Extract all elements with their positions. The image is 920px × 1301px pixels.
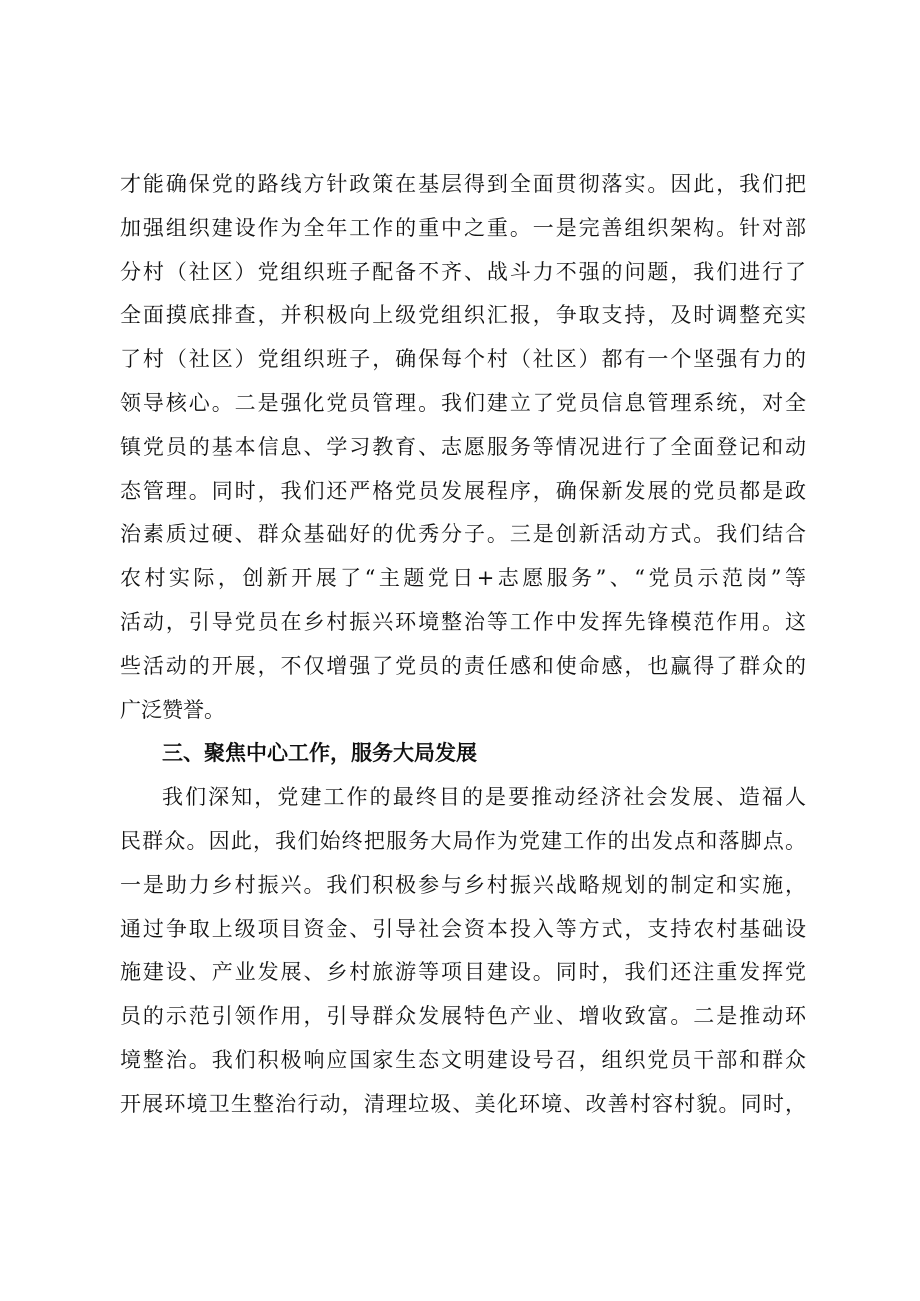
paragraph-line: 员的示范引领作用，引导群众发展特色产业、增收致富。二是推动环 [120, 1004, 806, 1029]
paragraph-line: 境整治。我们积极响应国家生态文明建设号召，组织党员干部和群众 [120, 1047, 806, 1072]
paragraph-line: 全面摸底排查，并积极向上级党组织汇报，争取支持，及时调整充实 [120, 303, 806, 328]
paragraph-line: 态管理。同时，我们还严格党员发展程序，确保新发展的党员都是政 [120, 478, 806, 503]
paragraph-line: 民群众。因此，我们始终把服务大局作为党建工作的出发点和落脚点。 [120, 828, 806, 853]
paragraph-line: 开展环境卫生整治行动，清理垃圾、美化环境、改善村容村貌。同时， [120, 1091, 806, 1116]
section-heading: 三、聚焦中心工作，服务大局发展 [162, 741, 477, 766]
paragraph-line: 些活动的开展，不仅增强了党员的责任感和使命感，也赢得了群众的 [120, 653, 806, 678]
paragraph-line: 才能确保党的路线方针政策在基层得到全面贯彻落实。因此，我们把 [120, 172, 806, 196]
paragraph-line: 通过争取上级项目资金、引导社会资本投入等方式，支持农村基础设 [120, 916, 806, 941]
paragraph-line: 加强组织建设作为全年工作的重中之重。一是完善组织架构。针对部 [120, 215, 806, 240]
document-body [120, 163, 806, 1127]
paragraph-line: 领导核心。二是强化党员管理。我们建立了党员信息管理系统，对全 [120, 390, 806, 415]
paragraph-serve-overall-development [120, 776, 806, 1126]
paragraph-line: 广泛赞誉。 [120, 697, 225, 722]
paragraph-line: 治素质过硬、群众基础好的优秀分子。三是创新活动方式。我们结合 [120, 522, 806, 547]
paragraph-line: 我们深知，党建工作的最终目的是要推动经济社会发展、造福人 [162, 785, 806, 810]
paragraph-line: 活动，引导党员在乡村振兴环境整治等工作中发挥先锋模范作用。这 [120, 609, 806, 634]
paragraph-line: 农村实际，创新开展了“主题党日+志愿服务”、“党员示范岗”等 [120, 566, 806, 591]
paragraph-line: 镇党员的基本信息、学习教育、志愿服务等情况进行了全面登记和动 [120, 434, 806, 459]
paragraph-line: 了村（社区）党组织班子，确保每个村（社区）都有一个坚强有力的 [120, 347, 806, 372]
paragraph-line: 分村（社区）党组织班子配备不齐、战斗力不强的问题，我们进行了 [120, 259, 806, 284]
paragraph-organization-building [120, 163, 806, 732]
paragraph-line: 一是助力乡村振兴。我们积极参与乡村振兴战略规划的制定和实施， [120, 872, 806, 897]
paragraph-line: 施建设、产业发展、乡村旅游等项目建设。同时，我们还注重发挥党 [120, 960, 806, 985]
